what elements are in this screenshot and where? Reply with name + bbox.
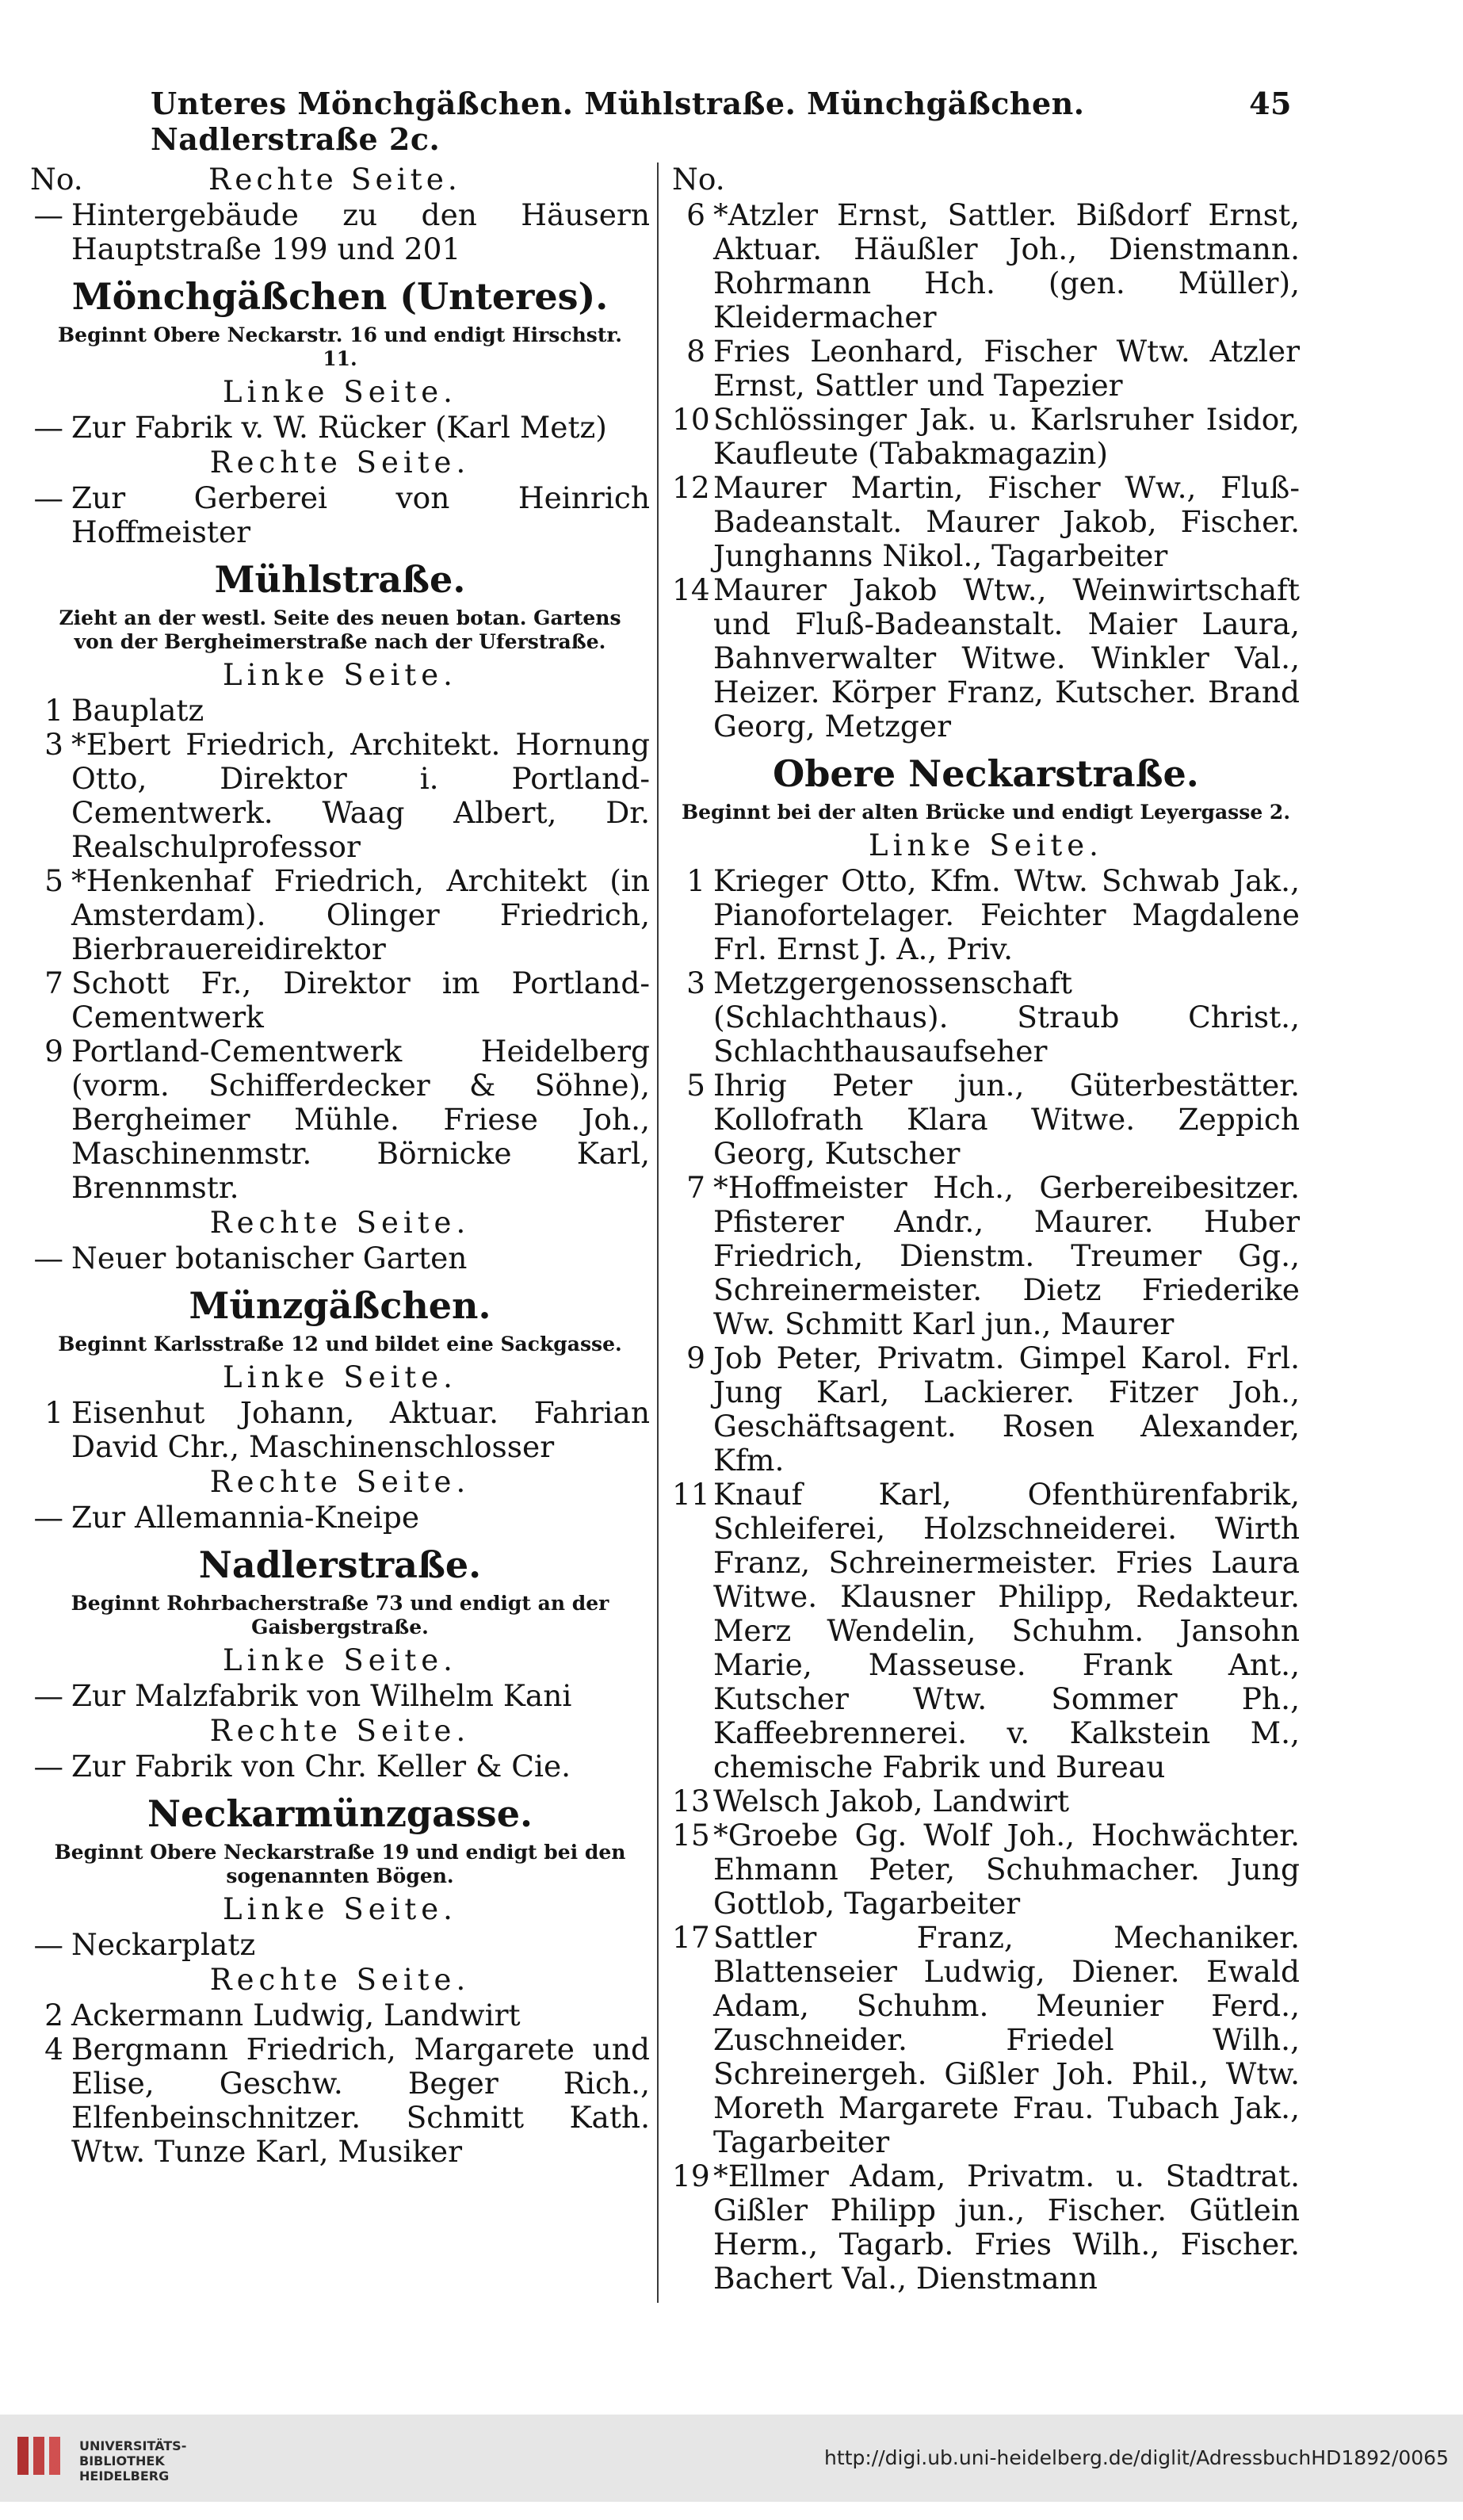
entry-text: *Henkenhaf Friedrich, Architekt (in Amsterdam). Olinger Friedrich, Bierbrauereidirektor — [71, 863, 650, 966]
entry-number: — — [33, 1927, 63, 1962]
list-item — [672, 1818, 1300, 1921]
entry-text: Portland-Cementwerk Heidelberg (vorm. Schifferdecker & Söhne), Bergheimer Mühle. Friese Joh., Maschinenmstr. Börnicke Karl, Brennmstr. — [71, 1034, 650, 1205]
source-url[interactable]: http://digi.ub.uni-heidelberg.de/diglit/AdressbuchHD1892/0065 — [824, 2446, 1449, 2469]
library-line: BIBLIOTHEK — [79, 2453, 165, 2468]
street-heading: Obere Neckarstraße. — [773, 752, 1199, 795]
list-item — [672, 1341, 1300, 1478]
library-name — [79, 2438, 186, 2484]
list-item — [30, 966, 650, 1034]
street-description: Beginnt Obere Neckarstr. 16 und endigt Hirschstr. 11. — [58, 323, 622, 370]
list-item — [30, 1501, 650, 1535]
entry-text: *Groebe Gg. Wolf Joh., Hochwächter. Ehmann Peter, Schuhmacher. Jung Gottlob, Tagarbeiter — [713, 1818, 1300, 1921]
list-item — [672, 1784, 1300, 1818]
list-item — [30, 1928, 650, 1962]
side-label: Rechte Seite. — [209, 1963, 471, 1997]
list-item — [30, 1998, 650, 2032]
entry-number: — — [33, 1678, 63, 1713]
street-description: Beginnt bei der alten Brücke und endigt Leyergasse 2. — [681, 801, 1291, 824]
entry-text: Metzgergenossenschaft (Schlachthaus). Straub Christ., Schlachthausaufseher — [713, 966, 1300, 1069]
no-label: No. — [672, 162, 725, 197]
entry-number: 11 — [672, 1477, 710, 1512]
column-head — [672, 163, 1300, 197]
list-item — [30, 694, 650, 728]
entry-number: 5 — [686, 1068, 705, 1103]
list-item — [672, 966, 1300, 1069]
entry-number: — — [33, 1241, 63, 1275]
list-item — [30, 198, 650, 266]
side-label: Rechte Seite. — [208, 162, 461, 197]
entry-text: Zur Malzfabrik von Wilhelm Kani — [71, 1678, 572, 1713]
entry-text: *Ellmer Adam, Privatm. u. Stadtrat. Gißler Philipp jun., Fischer. Gütlein Herm., Tagarb. Fries Wilh., Fischer. Bachert Val., Dienstmann — [713, 2159, 1300, 2296]
no-label: No. — [30, 162, 83, 197]
page-number: 45 — [1249, 86, 1292, 121]
list-item — [30, 728, 650, 864]
street-heading: Neckarmünzgasse. — [147, 1792, 533, 1835]
side-label: Linke Seite. — [223, 1360, 457, 1394]
entry-number: 17 — [672, 1920, 710, 1955]
entry-number: 2 — [44, 1998, 63, 2032]
list-item — [672, 1478, 1300, 1784]
entry-text: Krieger Otto, Kfm. Wtw. Schwab Jak., Pianofortelager. Feichter Magdalene Frl. Ernst J. A., Priv. — [713, 863, 1300, 966]
entry-number: 12 — [672, 470, 710, 505]
entry-text: Zur Gerberei von Heinrich Hoffmeister — [71, 480, 650, 549]
entry-number: 6 — [686, 197, 705, 232]
entry-number: 7 — [686, 1170, 705, 1205]
running-header — [151, 86, 1292, 157]
entry-number: 1 — [44, 1395, 63, 1430]
side-label: Rechte Seite. — [209, 1206, 471, 1240]
side-label: Linke Seite. — [223, 1892, 457, 1926]
entry-text: *Ebert Friedrich, Architekt. Hornung Otto, Direktor i. Portland-Cementwerk. Waag Albert, Dr. Realschulprofessor — [71, 727, 650, 864]
entry-number: 7 — [44, 966, 63, 1000]
entry-number: 14 — [672, 572, 710, 607]
entry-text: Neuer botanischer Garten — [71, 1241, 468, 1275]
entry-text: Job Peter, Privatm. Gimpel Karol. Frl. Jung Karl, Lackierer. Fitzer Joh., Geschäftsagent. Rosen Alexander, Kfm. — [713, 1340, 1300, 1478]
entry-text: Zur Fabrik von Chr. Keller & Cie. — [71, 1749, 571, 1784]
side-label: Rechte Seite. — [209, 1465, 471, 1499]
side-label: Linke Seite. — [223, 658, 457, 692]
list-item — [30, 1679, 650, 1713]
side-label: Linke Seite. — [223, 1643, 457, 1677]
street-heading: Münzgäßchen. — [189, 1284, 491, 1327]
entry-text: Zur Fabrik v. W. Rücker (Karl Metz) — [71, 410, 607, 445]
street-description: Beginnt Karlsstraße 12 und bildet eine Sackgasse. — [58, 1333, 622, 1356]
entry-text: Sattler Franz, Mechaniker. Blattenseier Ludwig, Diener. Ewald Adam, Schuhm. Meunier Ferd., Zuschneider. Friedel Wilh., Schreinergeh. Gißler Joh. Phil., Wtw. Moreth Margarete Frau. Tubach Jak., Tagarbeiter — [713, 1920, 1300, 2159]
entry-number: 1 — [686, 863, 705, 898]
entry-text: Bauplatz — [71, 693, 204, 728]
entry-number: 3 — [44, 727, 63, 762]
list-item — [672, 573, 1300, 744]
side-label: Rechte Seite. — [209, 445, 471, 480]
entry-number: 3 — [686, 966, 705, 1000]
list-item — [30, 1396, 650, 1464]
list-item — [30, 1241, 650, 1275]
entry-text: Ackermann Ludwig, Landwirt — [71, 1998, 521, 2032]
entry-number: 8 — [686, 334, 705, 369]
entry-text: Hintergebäude zu den Häusern Hauptstraße 199 und 201 — [71, 197, 650, 266]
entry-text: Eisenhut Johann, Aktuar. Fahrian David Chr., Maschinenschlosser — [71, 1395, 650, 1464]
entry-text: Neckarplatz — [71, 1927, 256, 1962]
entry-text: Knauf Karl, Ofenthürenfabrik, Schleiferei, Holzschneiderei. Wirth Franz, Schreinermeister. Fries Laura Witwe. Klausner Philipp, Redakteur. Merz Wendelin, Schuhm. Jansohn Marie, Masseuse. Frank Ant., Kutscher Wtw. Sommer Ph., Kaffeebrennerei. v. Kalkstein M., chemische Fabrik und Bureau — [713, 1477, 1300, 1784]
list-item — [30, 411, 650, 445]
list-item — [672, 1069, 1300, 1171]
library-line: HEIDELBERG — [79, 2468, 170, 2484]
list-item — [30, 1749, 650, 1784]
list-item — [30, 1034, 650, 1205]
street-heading: Nadlerstraße. — [198, 1543, 482, 1586]
entry-text: Schott Fr., Direktor im Portland-Cementwerk — [71, 966, 650, 1034]
entry-number: — — [33, 1749, 63, 1784]
footer-bar — [0, 2415, 1463, 2502]
list-item — [672, 403, 1300, 471]
entry-number: — — [33, 1500, 63, 1535]
entry-text: *Hoffmeister Hch., Gerbereibesitzer. Pfisterer Andr., Maurer. Huber Friedrich, Dienstm. Treumer Gg., Schreinermeister. Dietz Friederike Ww. Schmitt Karl jun., Maurer — [713, 1170, 1300, 1341]
left-column — [30, 163, 650, 2169]
entry-text: Fries Leonhard, Fischer Wtw. Atzler Ernst, Sattler und Tapezier — [713, 334, 1300, 403]
entry-text: Zur Allemannia-Kneipe — [71, 1500, 420, 1535]
side-label: Rechte Seite. — [209, 1714, 471, 1748]
street-heading: Mönchgäßchen (Unteres). — [71, 275, 609, 318]
list-item — [672, 471, 1300, 573]
entry-text: Maurer Martin, Fischer Ww., Fluß-Badeanstalt. Maurer Jakob, Fischer. Junghanns Nikol., Tagarbeiter — [713, 470, 1300, 573]
list-item — [672, 864, 1300, 966]
entry-text: Ihrig Peter jun., Güterbestätter. Kollofrath Klara Witwe. Zeppich Georg, Kutscher — [713, 1068, 1300, 1171]
entry-number: 10 — [672, 402, 710, 437]
entry-text: Bergmann Friedrich, Margarete und Elise, Geschw. Beger Rich., Elfenbeinschnitzer. Schmitt Kath. Wtw. Tunze Karl, Musiker — [71, 2032, 650, 2169]
entry-number: 5 — [44, 863, 63, 898]
street-description: Beginnt Obere Neckarstraße 19 und endigt bei den sogenannten Bögen. — [54, 1841, 626, 1887]
entry-text: Welsch Jakob, Landwirt — [713, 1784, 1070, 1818]
entry-text: *Atzler Ernst, Sattler. Bißdorf Ernst, Aktuar. Häußler Joh., Dienstmann. Rohrmann Hch. (gen. Müller), Kleidermacher — [713, 197, 1300, 335]
header-title: Unteres Mönchgäßchen. Mühlstraße. Münchgäßchen. Nadlerstraße 2c. — [151, 86, 1085, 157]
entry-text: Maurer Jakob Wtw., Weinwirtschaft und Fluß-Badeanstalt. Maier Laura, Bahnverwalter Witwe. Winkler Val., Heizer. Körper Franz, Kutscher. Brand Georg, Metzger — [713, 572, 1300, 744]
street-description: Beginnt Rohrbacherstraße 73 und endigt an der Gaisbergstraße. — [71, 1592, 609, 1639]
list-item — [30, 2032, 650, 2169]
entry-number: 9 — [686, 1340, 705, 1375]
list-item — [672, 1171, 1300, 1341]
entry-number: 13 — [672, 1784, 710, 1818]
list-item — [672, 2159, 1300, 2296]
side-label: Linke Seite. — [223, 375, 457, 409]
entry-text: Schlössinger Jak. u. Karlsruher Isidor, Kaufleute (Tabakmagazin) — [713, 402, 1300, 471]
entry-number: 15 — [672, 1818, 710, 1853]
street-description: Zieht an der westl. Seite des neuen botan. Gartens von der Bergheimerstraße nach der Uferstraße. — [59, 606, 621, 653]
entry-number: 19 — [672, 2159, 710, 2193]
entry-number: — — [33, 197, 63, 232]
entry-number: 9 — [44, 1034, 63, 1069]
list-item — [30, 864, 650, 966]
side-label: Linke Seite. — [869, 828, 1103, 862]
entry-number: — — [33, 410, 63, 445]
entry-number: 1 — [44, 693, 63, 728]
library-line: UNIVERSITÄTS- — [79, 2438, 187, 2453]
list-item — [30, 481, 650, 549]
entry-number: — — [33, 480, 63, 515]
column-head — [30, 163, 650, 197]
list-item — [672, 335, 1300, 403]
list-item — [672, 1921, 1300, 2159]
library-seal-icon — [14, 2432, 70, 2480]
right-column — [672, 163, 1300, 2296]
entry-number: 4 — [44, 2032, 63, 2067]
street-heading: Mühlstraße. — [214, 558, 466, 601]
list-item — [672, 198, 1300, 335]
column-divider — [657, 163, 659, 2303]
